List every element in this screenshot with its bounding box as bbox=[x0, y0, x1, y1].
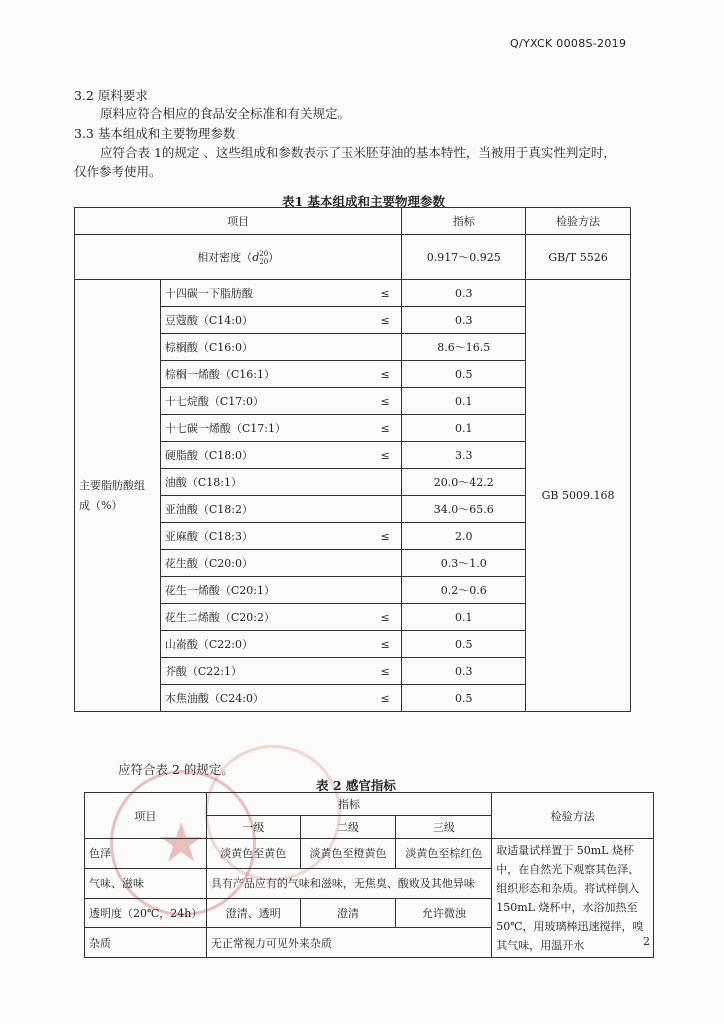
clarity-grade1: 澄清、透明 bbox=[206, 898, 300, 928]
less-equal-sign bbox=[369, 496, 402, 523]
table2-grade1: 一级 bbox=[206, 816, 300, 839]
less-equal-sign: ≤ bbox=[369, 307, 402, 334]
table2-grade3: 三级 bbox=[396, 816, 492, 839]
seal-star-icon: ★ bbox=[157, 811, 206, 874]
less-equal-sign: ≤ bbox=[369, 658, 402, 685]
table2-header-method: 检验方法 bbox=[492, 793, 654, 839]
table1-header-row bbox=[75, 208, 631, 235]
less-equal-sign: ≤ bbox=[369, 361, 402, 388]
page-number: 2 bbox=[643, 935, 650, 948]
fatty-acid-value: 0.3～1.0 bbox=[402, 550, 526, 577]
fatty-acid-value: 0.3 bbox=[402, 280, 526, 307]
fatty-acid-name: 山嵛酸（C22:0） bbox=[160, 631, 369, 658]
table2-caption: 表 2 感官指标 bbox=[316, 778, 396, 793]
table2 bbox=[84, 792, 654, 958]
fatty-acid-name: 硬脂酸（C18:0） bbox=[160, 442, 369, 469]
fatty-acid-group-label: 主要脂肪酸组成（%） bbox=[75, 280, 161, 712]
less-equal-sign: ≤ bbox=[369, 685, 402, 712]
fatty-acid-name: 木焦油酸（C24:0） bbox=[160, 685, 369, 712]
fatty-acid-name: 花生酸（C20:0） bbox=[160, 550, 369, 577]
table1-caption: 表1 基本组成和主要物理参数 bbox=[282, 194, 446, 209]
clarity-grade2: 澄清 bbox=[300, 898, 396, 928]
section-3-3-text-line1: 应符合表 1的规定 、这些组成和参数表示了玉米胚芽油的基本特性，当被用于真实性判定时， bbox=[100, 145, 616, 160]
fatty-acid-name: 油酸（C18:1） bbox=[160, 469, 369, 496]
fatty-acid-value: 8.6～16.5 bbox=[402, 334, 526, 361]
less-equal-sign bbox=[369, 469, 402, 496]
density-value: 0.917～0.925 bbox=[402, 235, 526, 280]
impurity-value: 无正常视力可见外来杂质 bbox=[206, 928, 491, 958]
table2-header-item: 项目 bbox=[85, 793, 207, 839]
fatty-acid-name: 棕榈一烯酸（C16:1） bbox=[160, 361, 369, 388]
fatty-acid-name: 花生二烯酸（C20:2） bbox=[160, 604, 369, 631]
odor-label: 气味、滋味 bbox=[85, 868, 207, 898]
table1 bbox=[74, 207, 631, 712]
color-grade1: 淡黄色至黄色 bbox=[206, 839, 300, 869]
clarity-label: 透明度（20℃，24h） bbox=[85, 898, 207, 928]
fatty-acid-value: 0.2～0.6 bbox=[402, 577, 526, 604]
less-equal-sign: ≤ bbox=[369, 523, 402, 550]
color-label: 色泽 bbox=[85, 839, 207, 869]
doc-code: Q/YXCK 0008S-2019 bbox=[510, 37, 627, 50]
fatty-acid-name: 十四碳一下脂肪酸 bbox=[160, 280, 369, 307]
fatty-acid-value: 0.1 bbox=[402, 604, 526, 631]
fatty-acid-value: 0.5 bbox=[402, 685, 526, 712]
section-3-3-heading: 3.3 基本组成和主要物理参数 bbox=[74, 126, 236, 141]
table1-row bbox=[75, 280, 631, 307]
table2-header-row1 bbox=[85, 793, 654, 816]
fatty-acid-name: 亚油酸（C18:2） bbox=[160, 496, 369, 523]
fatty-acid-name: 芥酸（C22:1） bbox=[160, 658, 369, 685]
fatty-acid-name: 十七烷酸（C17:0） bbox=[160, 388, 369, 415]
fatty-acid-value: 2.0 bbox=[402, 523, 526, 550]
fatty-acid-value: 0.3 bbox=[402, 658, 526, 685]
table1-header-index: 指标 bbox=[402, 208, 526, 235]
section-3-3-text-line2: 仅作参考使用。 bbox=[74, 164, 162, 179]
table2-intro: 应符合表 2 的规定。 bbox=[118, 762, 234, 777]
fatty-acid-value: 3.3 bbox=[402, 442, 526, 469]
fatty-acid-value: 34.0～65.6 bbox=[402, 496, 526, 523]
odor-value: 具有产品应有的气味和滋味，无焦臭、酸败及其他异味 bbox=[206, 868, 491, 898]
less-equal-sign: ≤ bbox=[369, 388, 402, 415]
less-equal-sign: ≤ bbox=[369, 415, 402, 442]
fatty-acid-value: 0.3 bbox=[402, 307, 526, 334]
less-equal-sign bbox=[369, 550, 402, 577]
color-grade3: 淡黄色至棕红色 bbox=[396, 839, 492, 869]
less-equal-sign: ≤ bbox=[369, 442, 402, 469]
fatty-acid-method: GB 5009.168 bbox=[526, 280, 631, 712]
fatty-acid-name: 棕榈酸（C16:0） bbox=[160, 334, 369, 361]
fatty-acid-value: 20.0～42.2 bbox=[402, 469, 526, 496]
fatty-acid-name: 花生一烯酸（C20:1） bbox=[160, 577, 369, 604]
table2-row-color bbox=[85, 839, 654, 869]
table2-grade2: 二级 bbox=[300, 816, 396, 839]
less-equal-sign: ≤ bbox=[369, 604, 402, 631]
fatty-acid-value: 0.5 bbox=[402, 361, 526, 388]
table2-header-index: 指标 bbox=[206, 793, 491, 816]
fatty-acid-value: 0.5 bbox=[402, 631, 526, 658]
less-equal-sign bbox=[369, 577, 402, 604]
less-equal-sign: ≤ bbox=[369, 631, 402, 658]
fatty-acid-name: 豆蔻酸（C14:0） bbox=[160, 307, 369, 334]
clarity-grade3: 允许微浊 bbox=[396, 898, 492, 928]
density-label: 相对密度（d 20 20 ） bbox=[75, 235, 402, 280]
table1-header-item: 项目 bbox=[75, 208, 402, 235]
density-method: GB/T 5526 bbox=[526, 235, 631, 280]
table1-density-row bbox=[75, 235, 631, 280]
less-equal-sign bbox=[369, 334, 402, 361]
fatty-acid-value: 0.1 bbox=[402, 415, 526, 442]
fatty-acid-name: 十七碳一烯酸（C17:1） bbox=[160, 415, 369, 442]
table2-method-text: 取适量试样置于 50mL 烧杯中，在自然光下观察其色泽、组织形态和杂质。将试样倒入 150mL 烧杯中，水浴加热至 50℃，用玻璃棒迅速搅拌，嗅其气味，用温开水 bbox=[492, 839, 654, 958]
fatty-acid-value: 0.1 bbox=[402, 388, 526, 415]
section-3-2-text: 原料应符合相应的食品安全标准和有关规定。 bbox=[100, 106, 351, 121]
impurity-label: 杂质 bbox=[85, 928, 207, 958]
section-3-2-heading: 3.2 原料要求 bbox=[74, 88, 148, 103]
table1-header-method: 检验方法 bbox=[526, 208, 631, 235]
color-grade2: 淡黄色至橙黄色 bbox=[300, 839, 396, 869]
fatty-acid-name: 亚麻酸（C18:3） bbox=[160, 523, 369, 550]
less-equal-sign: ≤ bbox=[369, 280, 402, 307]
